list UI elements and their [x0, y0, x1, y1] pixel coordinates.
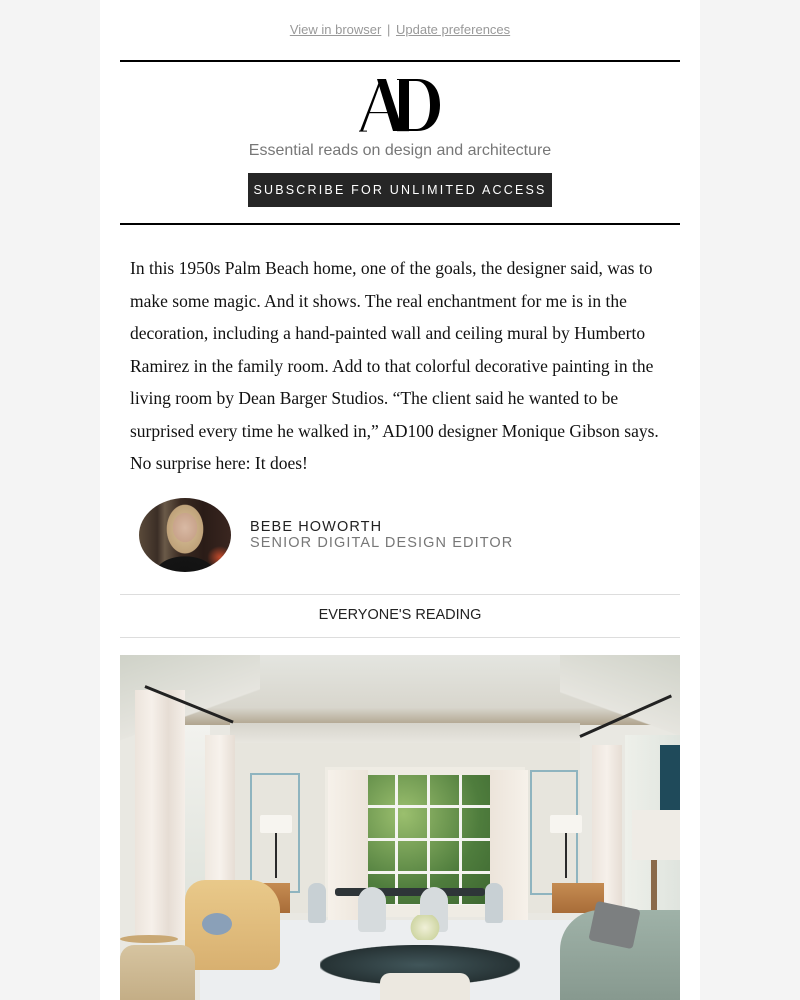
preheader-separator: | — [386, 22, 391, 37]
ad-logo[interactable] — [100, 76, 700, 134]
feature-image-living-room[interactable] — [120, 655, 680, 1000]
update-preferences-link[interactable]: Update preferences — [395, 22, 511, 37]
section-bottom-divider — [120, 637, 680, 638]
author-avatar — [139, 498, 231, 572]
subscribe-button[interactable]: SUBSCRIBE FOR UNLIMITED ACCESS — [248, 173, 552, 207]
header-bottom-divider — [120, 223, 680, 225]
section-title-everyones-reading: EVERYONE'S READING — [318, 607, 482, 623]
author-name: BEBE HOWORTH — [250, 519, 383, 535]
author-title: SENIOR DIGITAL DESIGN EDITOR — [250, 535, 514, 551]
header-top-divider — [120, 60, 680, 62]
ad-logo-icon — [359, 76, 441, 132]
view-in-browser-link[interactable]: View in browser — [289, 22, 382, 37]
section-top-divider — [120, 594, 680, 595]
article-body-text: In this 1950s Palm Beach home, one of the goals, the designer said, was to make some magic. And it shows. The real enchantment for me is in the decoration, including a hand-painted wall and ceiling mural by Humberto Ramirez in the family room. Add to that colorful decorative painting in the living room by Dean Barger Studios. “The client said he wanted to be surprised every time he walked in,” AD100 designer Monique Gibson says. No surprise here: It does! — [130, 258, 659, 473]
email-content-column — [100, 0, 700, 1000]
author-byline — [139, 498, 559, 572]
preheader — [100, 22, 700, 37]
brand-tagline: Essential reads on design and architecture — [248, 142, 552, 159]
